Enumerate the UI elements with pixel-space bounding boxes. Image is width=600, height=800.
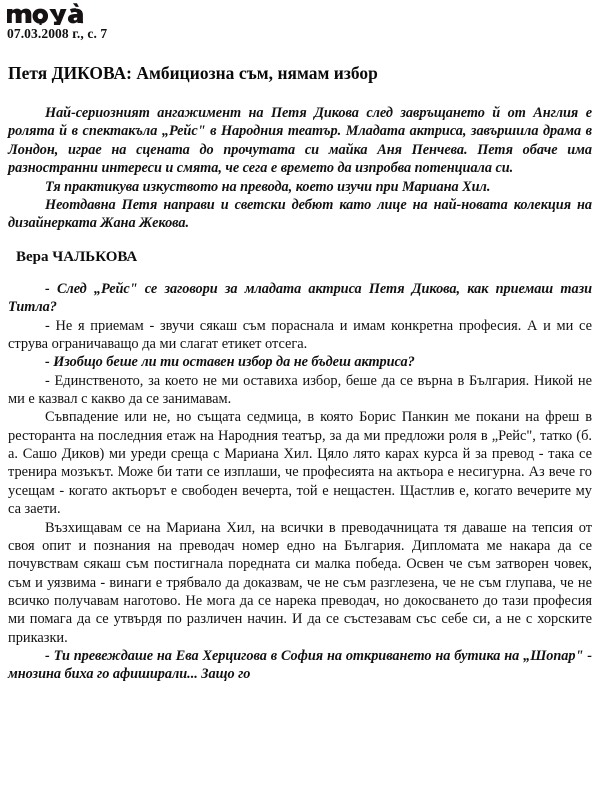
interview-answer: - Единственото, за което не ми оставиха избор, беше да се върна в България. Никой не ми е казвал с какво да се занимавам. — [8, 372, 592, 408]
intro-paragraph: Тя практикува изкуството на превода, което изучи при Мариана Хил. — [45, 178, 491, 195]
page-title: Петя ДИКОВА: Амбициозна съм, нямам избор — [8, 63, 378, 83]
interview-answer: - Не я приемам - звучи сякаш съм пораснала и имам конкретна професия. А и ми се струва ограничаващо да ми слагат етикет отсега. — [8, 317, 592, 352]
interview-answer: Възхищавам се на Мариана Хил, на всички в преводачницата тя даваше на тепсия от своя опит и познания на преводач номер едно на България. Дипломата ме накара да се почувствам сякаш съм постигнала поредната си малка победа. Освен че съм затворен човек, съм и уязвима - винаги е трябвало да доказвам, че не съм разглезена, че не съм глупава, че не всичко получавам наготово. Не мога да се нарека преводач, но докосването до тази професия ми помага да се утвърдя по различен начин. И да се състезавам със себе си, а не с хорските приказки. — [8, 519, 592, 646]
interview-question: - Изобщо беше ли ти оставен избор да не бъдеш актриса? — [45, 354, 415, 371]
spacer-after-headline — [0, 83, 600, 104]
dateline: 07.03.2008 г., с. 7 — [7, 26, 108, 41]
spacer-before-byline — [8, 233, 592, 248]
interview-question: - След „Рейс" се заговори за младата актриса Петя Дикова, как приемаш тази Титла? — [8, 280, 592, 316]
spacer-after-byline — [8, 266, 592, 280]
moya-wordmark-logo — [6, 3, 84, 25]
masthead — [0, 0, 600, 41]
intro-paragraph: Неотдавна Петя направи и светски дебют като лице на най-новата колекция на дизайнерката Жана Жекова. — [8, 197, 592, 232]
interview-answer: Съвпадение или не, но същата седмица, в която Борис Панкин ме покани на фреш в ресторанта на последния етаж на Народния театър, за да ми предложи роля в „Рейс", татко (б. а. Сашо Диков) ми уреди среща с Мариана Хил. Цяло лято карах курса й за превод - така се тренира мозъкът. Може би тати се изплаши, че професията на актьора е несигурна. Аз вече го усещам - когато актьорът е свободен вечерта, той е нещастен. Щастлив е, когато вечерите му са заети. — [8, 409, 592, 518]
interview-question: - Ти превеждаше на Ева Херцигова в София на откриването на бутика на „Шопар" - мнозина биха го афиширали... Защо го — [8, 647, 592, 683]
byline: Вера ЧАЛЬКОВА — [16, 248, 138, 265]
article-body — [0, 104, 600, 684]
intro-paragraph: Най-сериозният ангажимент на Петя Дикова след завръщането й от Англия е ролята й в спектакъла „Рейс" в Народния театър. Младата актриса, завършила драма в Лондон, играе на сцената до прочутата си майка Аня Пенчева. Петя обаче има разностранни интереси и смята, че сега е времето да изпробва потенциала си. — [8, 105, 592, 177]
